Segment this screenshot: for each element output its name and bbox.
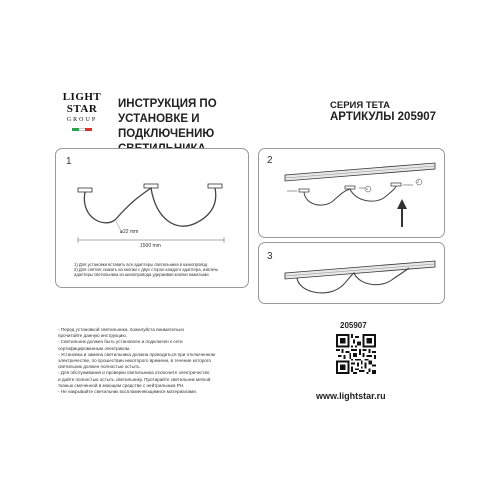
diameter-label: ⌀22 mm [120,229,139,235]
note-line: прочитайте данную инструкцию. [58,333,128,339]
note-line: - Установка и замена светильника должна проводиться при отключенном [58,351,216,357]
adapter-a [299,189,309,192]
flag-white [79,128,86,131]
instruction-2b: адаптеры светильника из шинопровода удерживая кнопки нажатыми [74,272,209,278]
luminaire-curve [304,186,396,205]
step2-number: 2 [267,155,273,166]
adapter-left [78,188,92,192]
track-rail-edge [285,264,435,276]
note-line: - Светильник должен быть установлен и подключен к сети [58,339,183,345]
safety-notes [58,327,263,395]
flag-red [85,128,92,131]
length-label: 1500 mm [140,243,161,249]
luminaire-curve [84,188,215,226]
adapter-right [208,184,222,188]
note-line: - Перед установкой светильника, пожалуйста внимательно [58,327,185,332]
step1-instructions [74,262,246,278]
articles-label: АРТИКУЛЫ 205907 [330,111,437,123]
italian-flag-icon [72,128,92,131]
track-rail-edge [285,166,435,178]
brand-line2: STAR [66,103,98,115]
series-label: СЕРИЯ TETA [330,100,390,111]
instruction-1: 1) Для установки вставить все адаптеры светильника в шинопровод [74,262,208,267]
flag-green [72,128,79,131]
note-line: тканью смоченной в моющем средстве с нейтральным PH. [58,382,185,388]
website-link[interactable]: www.lightstar.ru [316,391,386,401]
note-line: - Не накрывайте светильник воспламеняющимися материалами. [58,389,197,395]
brand-logo [62,92,102,144]
step2-panel [258,148,445,238]
note-line: электричестве, по прошествии некоторого времени, в течение которого [58,358,212,364]
step1-panel [55,148,249,288]
note-line: сертифицированным электриком. [58,345,131,351]
step3-diagram [259,243,444,303]
note-line: и дайте полностью остыть светильнику. Протирайте светильник мягкой [58,376,211,382]
article-code: 205907 [340,321,367,330]
instruction-2a: 2) Для снятия: нажать на кнопки с двух сторон каждого адаптера, извлечь [74,267,219,273]
note-line: светильник должен полностью остыть. [58,364,141,370]
qr-code-icon[interactable] [336,334,376,374]
callout-a-label: 2 [417,180,419,184]
step2-diagram [259,149,444,237]
brand-line3: GROUP [66,117,98,123]
lift-arrow-head [397,199,407,209]
step1-number: 1 [66,156,72,167]
adapter-c [391,183,401,186]
title-line2: ПОДКЛЮЧЕНИЮ [118,128,215,140]
callout-b-label: 1 [366,187,368,191]
brand-line1: LIGHT [62,91,102,103]
step3-number: 3 [267,251,273,262]
step3-panel [258,242,445,304]
title-line1: ИНСТРУКЦИЯ ПО УСТАНОВКЕ И [118,98,217,125]
note-line: - Для обслуживания и проверки светильника отключите электричество [58,370,210,376]
